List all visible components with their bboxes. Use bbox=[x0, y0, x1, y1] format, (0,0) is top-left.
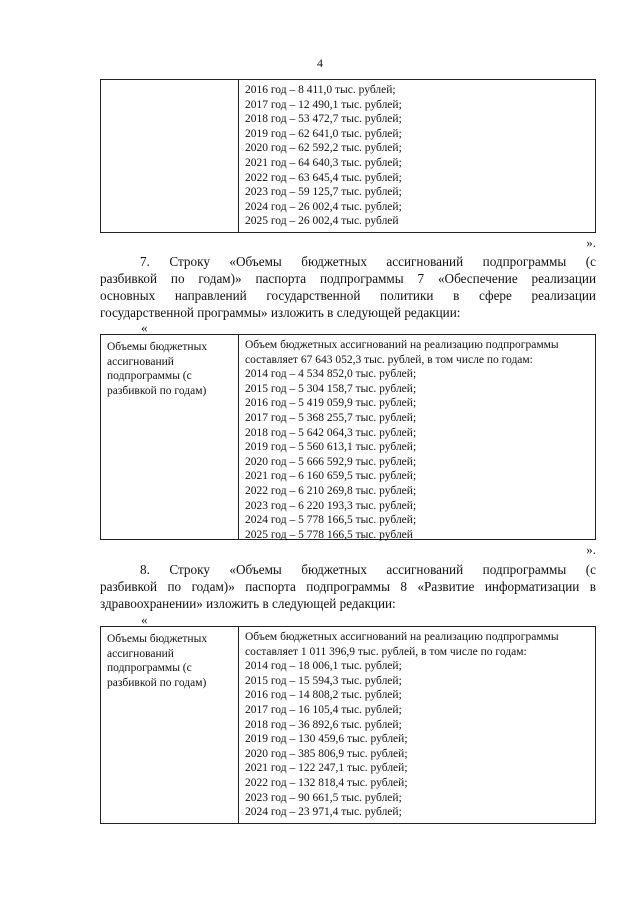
year-row: 2021 год – 6 160 659,5 тыс. рублей; bbox=[245, 470, 417, 483]
intro-line: составляет 67 643 052,3 тыс. рублей, в том числе по годам: bbox=[245, 353, 533, 366]
year-row: 2025 год – 5 778 166,5 тыс. рублей bbox=[245, 528, 413, 541]
year-row: 2020 год – 62 592,2 тыс. рублей; bbox=[245, 142, 402, 155]
paragraph-line: 7. Строку «Объемы бюджетных ассигнований подпрограммы (с bbox=[140, 254, 596, 269]
table-left-cell bbox=[101, 335, 239, 539]
table-left-cell bbox=[101, 627, 239, 823]
table-right-cell bbox=[239, 80, 595, 232]
paragraph-line: 8. Строку «Объемы бюджетных ассигнований подпрограммы (с bbox=[140, 562, 596, 577]
opening-quote: « bbox=[141, 320, 148, 335]
year-row: 2016 год – 5 419 059,9 тыс. рублей; bbox=[245, 397, 417, 410]
paragraph-line: разбивкой по годам)» паспорта подпрограммы 7 «Обеспечение реализации bbox=[100, 271, 596, 286]
paragraph-line: здравоохранении» изложить в следующей редакции: bbox=[100, 596, 396, 611]
table-right-cell bbox=[239, 335, 595, 539]
intro-line: составляет 1 011 396,9 тыс. рублей, в том числе по годам: bbox=[245, 645, 527, 658]
year-row: 2022 год – 6 210 269,8 тыс. рублей; bbox=[245, 484, 417, 497]
year-row: 2017 год – 5 368 255,7 тыс. рублей; bbox=[245, 411, 417, 424]
year-row: 2018 год – 5 642 064,3 тыс. рублей; bbox=[245, 426, 417, 439]
year-row: 2022 год – 63 645,4 тыс. рублей; bbox=[245, 171, 402, 184]
year-row: 2018 год – 36 892,6 тыс. рублей; bbox=[245, 718, 402, 731]
year-row: 2015 год – 15 594,3 тыс. рублей; bbox=[245, 674, 402, 687]
row-header-line: подпрограммы (с bbox=[107, 662, 192, 674]
year-row: 2024 год – 26 002,4 тыс. рублей; bbox=[245, 200, 402, 213]
year-row: 2019 год – 130 459,6 тыс. рублей; bbox=[245, 733, 408, 746]
year-row: 2017 год – 16 105,4 тыс. рублей; bbox=[245, 703, 402, 716]
budget-table-subprogram-7 bbox=[100, 334, 596, 540]
year-row: 2024 год – 5 778 166,5 тыс. рублей; bbox=[245, 514, 417, 527]
row-header-line: разбивкой по годам) bbox=[107, 384, 207, 397]
year-row: 2021 год – 122 247,1 тыс. рублей; bbox=[245, 762, 408, 775]
year-row: 2022 год – 132 818,4 тыс. рублей; bbox=[245, 776, 408, 789]
closing-quote: ». bbox=[586, 235, 596, 250]
budget-table-continued bbox=[100, 79, 596, 233]
year-row: 2024 год – 23 971,4 тыс. рублей; bbox=[245, 806, 402, 819]
row-header-line: ассигнований bbox=[107, 355, 174, 368]
paragraph-line: основных направлений государственной политики в сфере реализации bbox=[100, 288, 596, 303]
paragraph-7 bbox=[100, 253, 596, 321]
page-number: 4 bbox=[317, 56, 323, 70]
year-row: 2019 год – 62 641,0 тыс. рублей; bbox=[245, 127, 402, 140]
year-row: 2019 год – 5 560 613,1 тыс. рублей; bbox=[245, 441, 417, 454]
row-header-line: подпрограммы (с bbox=[107, 370, 192, 382]
closing-quote: ». bbox=[586, 542, 596, 557]
row-header-line: разбивкой по годам) bbox=[107, 676, 207, 689]
year-row: 2016 год – 14 808,2 тыс. рублей; bbox=[245, 689, 402, 702]
year-row: 2023 год – 59 125,7 тыс. рублей; bbox=[245, 186, 402, 199]
year-row: 2023 год – 90 661,5 тыс. рублей; bbox=[245, 791, 402, 804]
year-row: 2016 год – 8 411,0 тыс. рублей; bbox=[245, 84, 396, 96]
year-row: 2020 год – 385 806,9 тыс. рублей; bbox=[245, 747, 408, 760]
intro-line: Объем бюджетных ассигнований на реализацию подпрограммы bbox=[245, 631, 559, 643]
year-row: 2017 год – 12 490,1 тыс. рублей; bbox=[245, 98, 402, 111]
year-row: 2021 год – 64 640,3 тыс. рублей; bbox=[245, 156, 402, 169]
year-row: 2025 год – 26 002,4 тыс. рублей bbox=[245, 215, 399, 228]
row-header-line: Объемы бюджетных bbox=[107, 341, 208, 353]
budget-table-subprogram-8 bbox=[100, 626, 596, 824]
year-row: 2014 год – 18 006,1 тыс. рублей; bbox=[245, 660, 402, 673]
year-row: 2014 год – 4 534 852,0 тыс. рублей; bbox=[245, 368, 417, 381]
opening-quote: « bbox=[141, 612, 148, 627]
year-row: 2023 год – 6 220 193,3 тыс. рублей; bbox=[245, 499, 417, 512]
year-row: 2015 год – 5 304 158,7 тыс. рублей; bbox=[245, 382, 417, 395]
paragraph-line: государственной программы» изложить в следующей редакции: bbox=[100, 305, 461, 320]
intro-line: Объем бюджетных ассигнований на реализацию подпрограммы bbox=[245, 339, 559, 351]
table-right-cell bbox=[239, 627, 595, 823]
row-header-line: Объемы бюджетных bbox=[107, 633, 208, 645]
year-row: 2018 год – 53 472,7 тыс. рублей; bbox=[245, 113, 402, 126]
year-row: 2020 год – 5 666 592,9 тыс. рублей; bbox=[245, 455, 417, 468]
row-header-line: ассигнований bbox=[107, 647, 174, 660]
paragraph-line: разбивкой по годам)» паспорта подпрограммы 8 «Развитие информатизации в bbox=[100, 579, 596, 594]
table-left-cell bbox=[101, 80, 239, 232]
paragraph-8 bbox=[100, 561, 596, 612]
